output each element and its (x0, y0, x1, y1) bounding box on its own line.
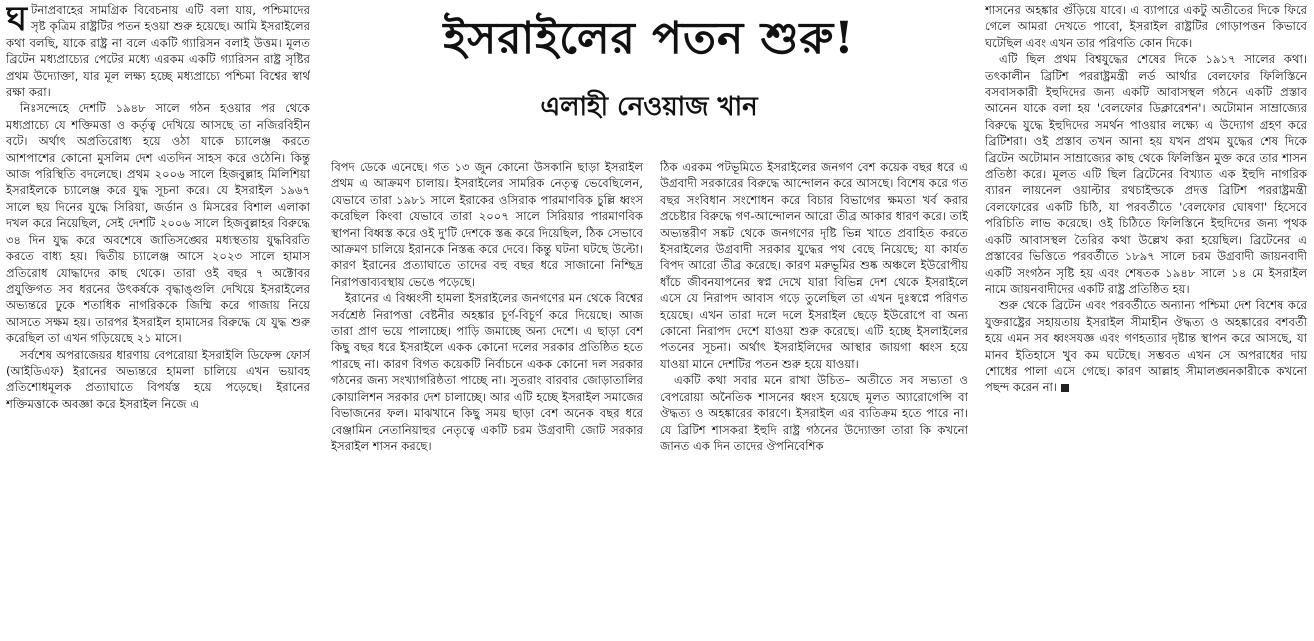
article-column-3 (660, 159, 968, 639)
article-column-2 (331, 159, 643, 639)
paragraph: নিঃসন্দেহে দেশটি ১৯৪৮ সালে গঠন হওয়ার পর থেকে মধ্যপ্রাচ্যে যে শক্তিমত্তা ও কর্তৃত্ব দেখিয়ে আসছে তা নজিরবিহীন বটে। অর্থাৎ অপ্রতিরোধ্য হয়ে ওঠা যাকে চ্যালেঞ্জ করতে আশপাশের কোনো মুসলিম দেশ এতদিন সাহস করে ওঠেনি। কিন্তু আজ পরিস্থিতি বদলেছে। প্রথম ২০০৬ সালে হিজবুল্লাহ মিলিশিয়া ইসরাইলকে চ্যালেঞ্জ করে যুদ্ধ সূচনা করে। যে ইসরাইল ১৯৬৭ সালে ছয় দিনের যুদ্ধে সিরিয়া, জর্ডান ও মিসরের বিশাল এলাকা দখল করে নিয়েছিল, সেই দেশটি ২০০৬ সালে হিজবুল্লাহর বিরুদ্ধে ৩৪ দিন যুদ্ধ করে অবশেষে জাতিসঙ্ঘের মধ্যস্থতায় যুদ্ধবিরতি করতে বাধ্য হয়। দ্বিতীয় চ্যালেঞ্জ আসে ২০২৩ সালে হামাস প্রতিরোধ যোদ্ধাদের কাছ থেকে। তারা ওই বছর ৭ অক্টোবর প্রযুক্তিগত সব ধরনের উৎকর্ষকে বৃদ্ধাঙ্গুলি দেখিয়ে ইসরাইলের অভ্যন্তরে ঢুকে শতাধিক নাগরিককে জিম্মি করে গাজায় নিয়ে আসতে সক্ষম হয়। তারপর ইসরাইল হামাসের বিরুদ্ধে যে যুদ্ধ শুরু করেছিল তা এখন গড়িয়েছে ২১ মাসে। (6, 101, 310, 346)
byline: এলাহী নেওয়াজ খান (540, 92, 758, 122)
paragraph-text: শুরু থেকে ব্রিটেন এবং পরবর্তীতে অন্যান্য পশ্চিমা দেশ বিশেষ করে যুক্তরাষ্ট্রের সহায়তায় ইসরাইল সীমাহীন ঔদ্ধত্য ও অহঙ্কারের বশবর্তী হয়ে এমন সব ধ্বংসযজ্ঞ এবং গণহত্যার দৃষ্টান্ত স্থাপন করে আসছে, যা মানব ইতিহাসে খুব কম ঘটেছে। সম্ভবত এখন সে অপরাধের দায় শোধের পালা এসে গেছে। কারণ আল্লাহ সীমালঙ্ঘনকারীকে কখনো পছন্দ করেন না। (985, 298, 1307, 395)
paragraph (985, 297, 1307, 395)
paragraph: একটি কথা সবার মনে রাখা উচিত– অতীতে সব সভ্যতা ও বেপরোয়া অনৈতিক শাসনের ধ্বংস হয়েছে মূলত অ্যারোগেন্সি বা ঔদ্ধত্য ও অহঙ্কারের কারণে। ইসরাইল এর ব্যতিক্রম হতে পারে না। যে ব্রিটিশ শাসকরা ইহুদি রাষ্ট্র গঠনের উদ্যোক্তা তারা কি কখনো জানত এক দিন তাদের ঔপনিবেশিক (660, 373, 968, 453)
paragraph: শাসনের অহঙ্কার গুঁড়িয়ে যাবে। এ ব্যাপারে একটু অতীতের দিকে ফিরে গেলে আমরা দেখতে পাবো, ইসরাইল রাষ্ট্রটির গোড়াপত্তন কিভাবে ঘটেছিল এবং এখন তার পরিণতি কোন দিকে। (985, 3, 1307, 50)
headline: ইসরাইলের পতন শুরু! (443, 13, 855, 64)
end-of-article-mark (1061, 384, 1069, 392)
paragraph: ইরানের এ বিধ্বংসী হামলা ইসরাইলের জনগণের মন থেকে বিশ্বের সর্বশ্রেষ্ঠ নিরাপত্তা বেষ্টনীর অহঙ্কার চূর্ণ-বিচূর্ণ করে দিয়েছে। আজ তারা প্রাণ ভয়ে পালাচ্ছে। পাড়ি জমাচ্ছে অন্য দেশে। এ ছাড়া বেশ কিছু বছর ধরে ইসরাইলে একক কোনো দলের সরকার প্রতিষ্ঠিত হতে পারছে না। কারণ বিগত কয়েকটি নির্বাচনে একক কোনো দল সরকার গঠনের জন্য সংখ্যাগরিষ্ঠতা পাচ্ছে না। সুতরাং বারবার জোড়াতালির কোয়ালিশন সরকার দেশ চালাচ্ছে। আর এটি হচ্ছে ইসরাইল সমাজের বিভাজনের ফল। মাঝখানে কিছু সময় ছাড়া বেশ অনেক বছর ধরে বেঞ্জামিন নেতানিয়াহুর নেতৃত্বে একটি চরম উগ্রবাদী জোট সরকার ইসরাইল শাসন করছে। (331, 291, 643, 453)
paragraph: বিপদ ডেকে এনেছে। গত ১৩ জুন কোনো উসকানি ছাড়া ইসরাইল প্রথম এ আক্রমণ চালায়। ইসরাইলের সামরিক নেতৃত্ব ভেবেছিলেন, যেভাবে তারা ১৯৮১ সালে ইরাকের ওসিরাক পারমাণবিক চুল্লি ধ্বংস করেছিল কিংবা যেভাবে তারা ২০০৭ সালে সিরিয়ার পারমাণবিক স্থাপনা বিধ্বস্ত করে ওই দু'টি দেশকে স্তব্ধ করে দিয়েছিল, ঠিক সেভাবে আক্রমণ চালিয়ে ইরানকে নিস্তব্ধ করে দেবে। কিন্তু ঘটনা ঘটছে উল্টো। কারণ ইরানের প্রত্যাঘাতে তাদের বহু বছর ধরে সাজানো নিশ্ছিদ্র নিরাপত্তাব্যবস্থায় ভেঙে পড়েছে। (331, 160, 643, 289)
drop-cap: ঘ (6, 2, 28, 39)
paragraph (6, 2, 310, 100)
article-column-4 (985, 2, 1307, 638)
paragraph: ঠিক এরকম পটভূমিতে ইসরাইলের জনগণ বেশ কয়েক বছর ধরে এ উগ্রবাদী সরকারের বিরুদ্ধে আন্দোলন করে আসছে। বিশেষ করে গত বছর সংবিধান সংশোধন করে বিচার বিভাগের ক্ষমতা খর্ব করার প্রচেষ্টার বিরুদ্ধে গণ-আন্দোলন আরো তীব্র আকার ধারণ করে। তাই অভ্যন্তরীণ সঙ্কট থেকে জনগণের দৃষ্টি ভিন্ন খাতে প্রবাহিত করতে ইসরাইলের উগ্রবাদী সরকার যুদ্ধের পথ বেছে নিয়েছে; যা কার্যত বিপদ আরো তীব্র করেছে। কারণ মরুভূমির শুষ্ক অঞ্চলে ইউরোপীয় ধাঁচে জীবনযাপনের স্বপ্ন দেখে যারা বিভিন্ন দেশ থেকে ইসরাইলে এসে যে নিরাপদ আবাস গড়ে তুলেছিল তা এখন দুঃস্বপ্নে পরিণত হয়েছে। এখন তারা দলে দলে ইসরাইল ছেড়ে ইউরোপে বা অন্য কোনো নিরাপদ দেশে যাওয়া শুরু করেছে। এটি হচ্ছে ইসলাইলের পতনের সূচনা। অর্থাৎ ইসরাইলিদের আস্থার জায়গা ধ্বংস হয়ে যাওয়া মানে দেশটির পতন শুরু হয়ে যাওয়া। (660, 160, 968, 371)
paragraph: সর্বশেষ অপরাজেয়র ধারণায় বেপরোয়া ইসরাইলি ডিফেন্স ফোর্স (আইডিএফ) ইরানের অভ্যন্তরে হামলা চালিয়ে এখন ভয়াবহ প্রতিশোধমূলক প্রত্যাঘাতে বিপর্যস্ত হয়ে পড়েছে। ইরানের শক্তিমত্তাকে অবজ্ঞা করে ইসরাইল নিজে এ (6, 347, 310, 411)
article-column-1 (6, 2, 310, 638)
paragraph-text: টনাপ্রবাহের সামগ্রিক বিবেচনায় এটি বলা যায়, পশ্চিমাদের সৃষ্ট কৃত্রিম রাষ্ট্রটির পতন হওয়া শুরু হয়েছে। আমি ইসরাইলের কথা বলছি, যাকে রাষ্ট্র না বলে একটি গ্যারিসন বলাই উত্তম। মূলত ব্রিটেন মধ্যপ্রাচ্যের পেটের মধ্যে এরকম একটি গ্যারিসন রাষ্ট্র সৃষ্টির প্রথম উদ্যোক্তা, যার মূল লক্ষ্য হচ্ছে মধ্যপ্রাচ্যে পশ্চিমা বিশ্বের স্বার্থ রক্ষা করা। (6, 3, 310, 100)
paragraph: এটি ছিল প্রথম বিশ্বযুদ্ধের শেষের দিকে ১৯১৭ সালের কথা। তৎকালীন ব্রিটিশ পররাষ্ট্রমন্ত্রী লর্ড আর্থার বেলফোর ফিলিস্তিনে বসবাসকারী ইহুদিদের জন্য একটি আবাসস্থল গঠনে একটি প্রস্তাব আনেন যাকে বলা হয় 'বেলফোর ডিক্লারেশন'। অটোমান সাম্রাজ্যের বিরুদ্ধে যুদ্ধে ইহুদিদের সমর্থন পাওয়ার লক্ষ্যে এ উদ্যোগ গ্রহণ করে ব্রিটিশরা। ওই প্রস্তাব তখন আনা হয় যখন প্রথম যুদ্ধের শেষ দিকে ব্রিটেন অটোমান সাম্রাজ্যের কাছ থেকে ফিলিস্তিন মুক্ত করে তার শাসন প্রতিষ্ঠা করে। মূলত এটি ছিল ব্রিটেনের বিখ্যাত এক ইহুদি নাগরিক ব্যারন লায়নেল ওয়াল্টার রথচাইল্ডকে প্রদত্ত ব্রিটিশ পররাষ্ট্রমন্ত্রী বেলফোরের একটি চিঠি, যা পরবর্তীতে 'বেলফোর ঘোষণা' হিসেবে পরিচিতি লাভ করেছে। ওই চিঠিতে ফিলিস্তিনে ইহুদিদের জন্য পৃথক একটি আবাসস্থল তৈরির কথা উল্লেখ করা হয়েছিল। ব্রিটেনের এ প্রস্তাবের ভিত্তিতে পরবর্তীতে ১৮৯৭ সালে চরম উগ্রবাদী জায়নবাদী একটি সংগঠন সৃষ্টি হয় এবং শেষতক ১৯৪৮ সালে ১৪ মে ইসরাইল নামে জায়নবাদীদের একটি রাষ্ট্র প্রতিষ্ঠিত হয়। (985, 52, 1307, 296)
